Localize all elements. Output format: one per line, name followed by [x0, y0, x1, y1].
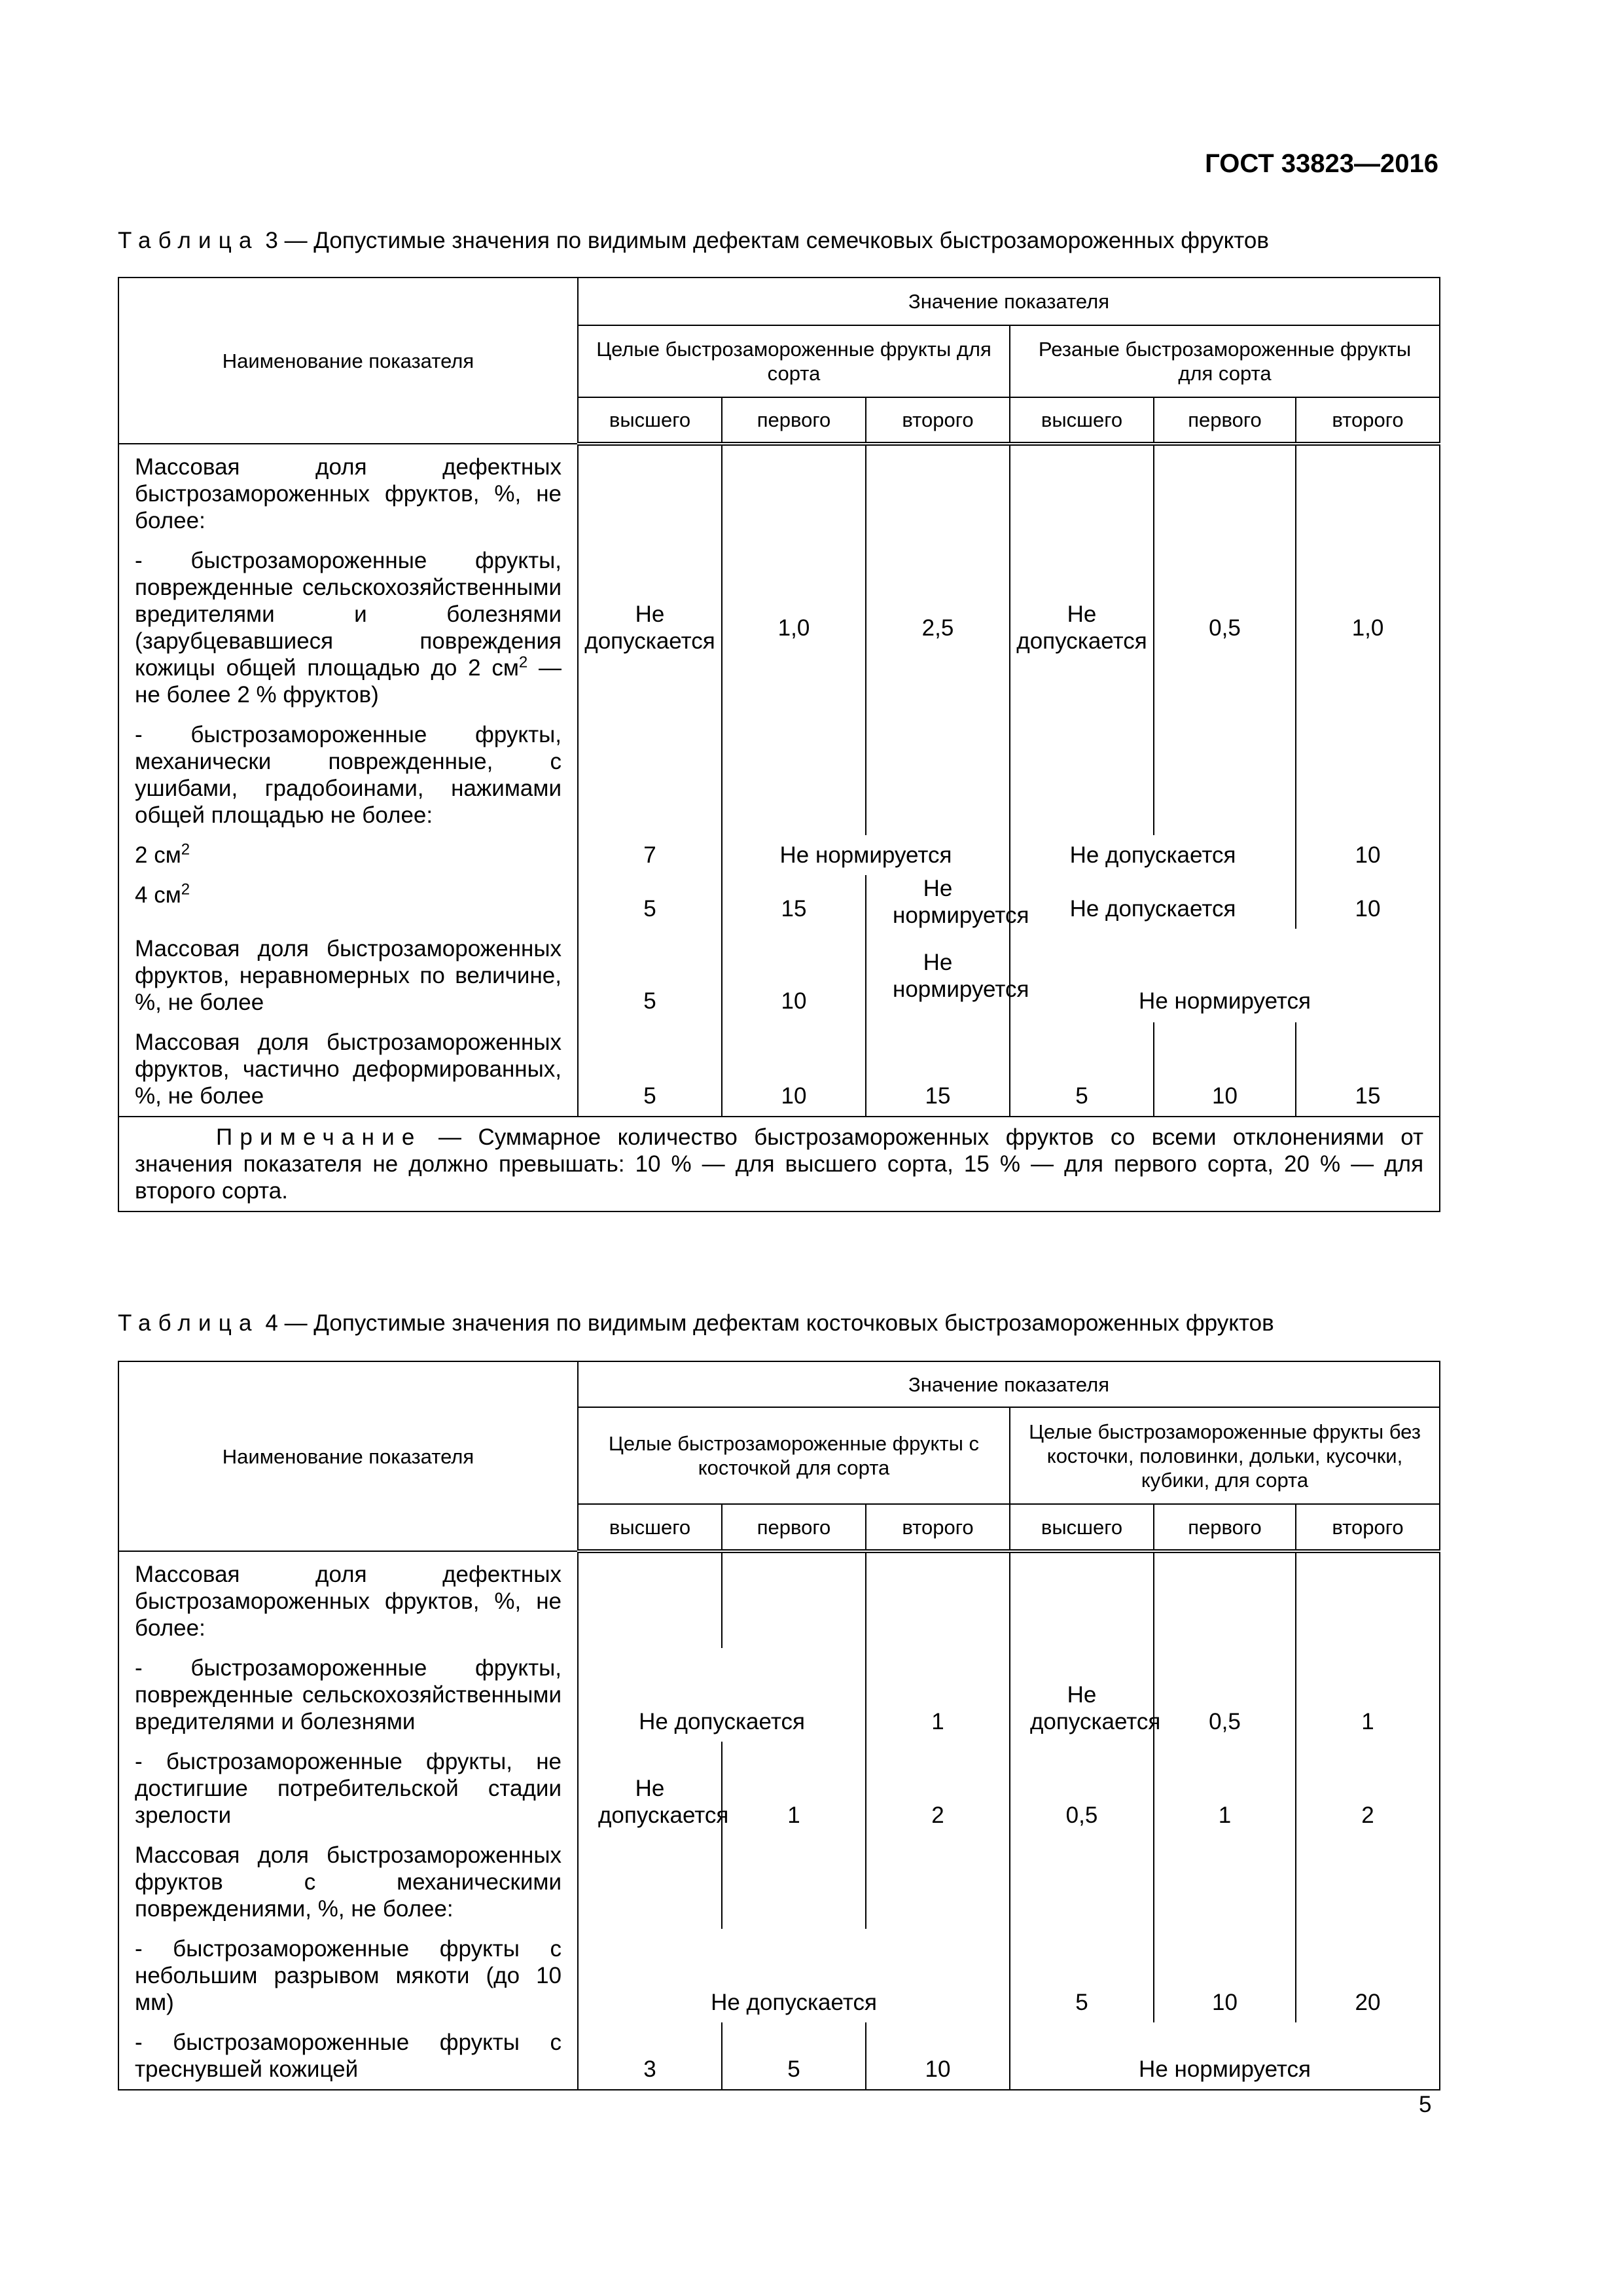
- cell-value: Не нормируется: [866, 929, 1010, 1022]
- table-row: [118, 1742, 1440, 1835]
- cell-value: 15: [866, 1022, 1010, 1117]
- row-label: - быстрозамороженные фрукты, не достигшие потребительской стадии зрелости: [118, 1742, 578, 1835]
- cell-value: Не допускается: [1010, 875, 1296, 929]
- table4-caption: [118, 1310, 1274, 1336]
- table4-header-name: Наименование показателя: [118, 1361, 578, 1551]
- row-label: - быстрозамороженные фрукты с небольшим разрывом мякоти (до 10 мм): [118, 1929, 578, 2022]
- cell-value: 15: [722, 875, 866, 929]
- table-row: [118, 444, 1440, 541]
- cell-value: 2: [866, 1742, 1010, 1835]
- cell-value: 0,5: [1154, 541, 1296, 715]
- cell-value: 1,0: [1296, 541, 1440, 715]
- table4-caption-text: 4 — Допустимые значения по видимым дефектам косточковых быстрозамороженных фруктов: [265, 1310, 1274, 1336]
- cell-value: 1: [1154, 1742, 1296, 1835]
- table4-header-group2: Целые быстрозамороженные фрукты без косточки, половинки, дольки, кусочки, кубики, для сорта: [1010, 1407, 1440, 1504]
- cell-value: 10: [1296, 835, 1440, 875]
- cell-value: 20: [1296, 1929, 1440, 2022]
- table4: [118, 1361, 1440, 2090]
- table-row: [118, 1929, 1440, 2022]
- cell-value: 5: [722, 2022, 866, 2090]
- cell-value: 10: [1296, 875, 1440, 929]
- table-row: [118, 1551, 1440, 1648]
- cell-value: Не допускается: [578, 1648, 866, 1742]
- document-code: ГОСТ 33823—2016: [1205, 149, 1438, 178]
- cell-value: 10: [866, 2022, 1010, 2090]
- row-label: - быстрозамороженные фрукты с треснувшей кожицей: [118, 2022, 578, 2090]
- table3-caption-text: 3 — Допустимые значения по видимым дефектам семечковых быстрозамороженных фруктов: [265, 228, 1269, 253]
- row-label: 4 $см^2$: [118, 875, 578, 929]
- table3-note-row: [118, 1117, 1440, 1211]
- row-label: Массовая доля быстрозамороженных фруктов, неравномерных по величине, %, не более: [118, 929, 578, 1022]
- cell-value: 5: [578, 875, 722, 929]
- table3-header-name: Наименование показателя: [118, 278, 578, 444]
- table-row: [118, 2022, 1440, 2090]
- row-label: 2 $см^2$: [118, 835, 578, 875]
- cell-value: 5: [578, 1022, 722, 1117]
- table3-grade: второго: [866, 397, 1010, 444]
- table3-grade: первого: [722, 397, 866, 444]
- cell-value: Не нормируется: [1010, 2022, 1440, 2090]
- cell-value: Не допускается: [578, 1929, 1010, 2022]
- cell-value: 10: [722, 929, 866, 1022]
- cell-value: 5: [1010, 1929, 1154, 2022]
- row-label: Массовая доля дефектных быстрозамороженных фруктов, %, не более:: [118, 1551, 578, 1648]
- row-label: - быстрозамороженные фрукты, поврежденные сельскохозяйственными вредителями и болезнями: [118, 1648, 578, 1742]
- table3-header-value: Значение показателя: [578, 278, 1440, 325]
- table3-header-group1: Целые быстрозамороженные фрукты для сорта: [578, 325, 1010, 397]
- cell-value: 1: [866, 1648, 1010, 1742]
- cell-value: 5: [578, 929, 722, 1022]
- cell-value: 1: [722, 1742, 866, 1835]
- table-row: [118, 875, 1440, 929]
- table4-grade: второго: [866, 1504, 1010, 1551]
- table3-header-group2: Резаные быстрозамороженные фрукты для сорта: [1010, 325, 1440, 397]
- table-row: [118, 541, 1440, 715]
- row-label: - быстрозамороженные фрукты, поврежденные сельскохозяйственными вредителями и болезнями (зарубцевавшиеся повреждения кожицы общей площадью до 2 $см^2$ — не более 2 % фруктов): [118, 541, 578, 715]
- cell-value: Не допускается: [1010, 1648, 1154, 1742]
- table4-grade: первого: [1154, 1504, 1296, 1551]
- table4-grade: высшего: [1010, 1504, 1154, 1551]
- table4-grade: первого: [722, 1504, 866, 1551]
- table3-grade: высшего: [1010, 397, 1154, 444]
- cell-value: 10: [722, 1022, 866, 1117]
- cell-value: Не нормируется: [722, 835, 1010, 875]
- note-label: Примечание: [216, 1124, 422, 1150]
- cell-value: 0,5: [1010, 1742, 1154, 1835]
- table4-header-group1: Целые быстрозамороженные фрукты с косточкой для сорта: [578, 1407, 1010, 1504]
- cell-value: 3: [578, 2022, 722, 2090]
- cell-value: Не допускается: [578, 541, 722, 715]
- page-number: 5: [1419, 2092, 1432, 2117]
- row-label: - быстрозамороженные фрукты, механически поврежденные, с ушибами, градобоинами, нажимами общей площадью не более:: [118, 715, 578, 835]
- cell-value: 0,5: [1154, 1648, 1296, 1742]
- row-label: Массовая доля быстрозамороженных фруктов, частично деформированных, %, не более: [118, 1022, 578, 1117]
- table4-header-value: Значение показателя: [578, 1361, 1440, 1407]
- table3-label: Таблица: [118, 228, 259, 253]
- table-row: [118, 1022, 1440, 1117]
- cell-value: Не нормируется: [866, 875, 1010, 929]
- cell-value: 5: [1010, 1022, 1154, 1117]
- row-label: Массовая доля быстрозамороженных фруктов с механическими повреждениями, %, не более:: [118, 1835, 578, 1929]
- cell-value: 7: [578, 835, 722, 875]
- table3-grade: второго: [1296, 397, 1440, 444]
- table-row: [118, 715, 1440, 835]
- cell-value: Не нормируется: [1010, 929, 1440, 1022]
- table4-grade: высшего: [578, 1504, 722, 1551]
- table-row: [118, 835, 1440, 875]
- cell-value: 1: [1296, 1648, 1440, 1742]
- table3-note: [118, 1117, 1440, 1211]
- table3: [118, 277, 1440, 1212]
- cell-value: 10: [1154, 1022, 1296, 1117]
- cell-value: 2,5: [866, 541, 1010, 715]
- table-row: [118, 929, 1440, 1022]
- row-label: Массовая доля дефектных быстрозамороженных фруктов, %, не более:: [118, 444, 578, 541]
- cell-value: Не допускается: [1010, 541, 1154, 715]
- table-row: [118, 1835, 1440, 1929]
- table-row: [118, 1648, 1440, 1742]
- note-text: — Суммарное количество быстрозамороженных фруктов со всеми отклонениями от значения показателя не должно превышать: 10 % — для высшего сорта, 15 % — для первого сорта, 20 % — для второго сорта.: [135, 1124, 1424, 1204]
- table3-grade: высшего: [578, 397, 722, 444]
- table4-grade: второго: [1296, 1504, 1440, 1551]
- cell-value: 15: [1296, 1022, 1440, 1117]
- cell-value: Не допускается: [1010, 835, 1296, 875]
- cell-value: 1,0: [722, 541, 866, 715]
- table4-label: Таблица: [118, 1310, 259, 1336]
- cell-value: 10: [1154, 1929, 1296, 2022]
- cell-value: Не допускается: [578, 1742, 722, 1835]
- cell-value: 2: [1296, 1742, 1440, 1835]
- table3-grade: первого: [1154, 397, 1296, 444]
- table3-caption: [118, 228, 1269, 254]
